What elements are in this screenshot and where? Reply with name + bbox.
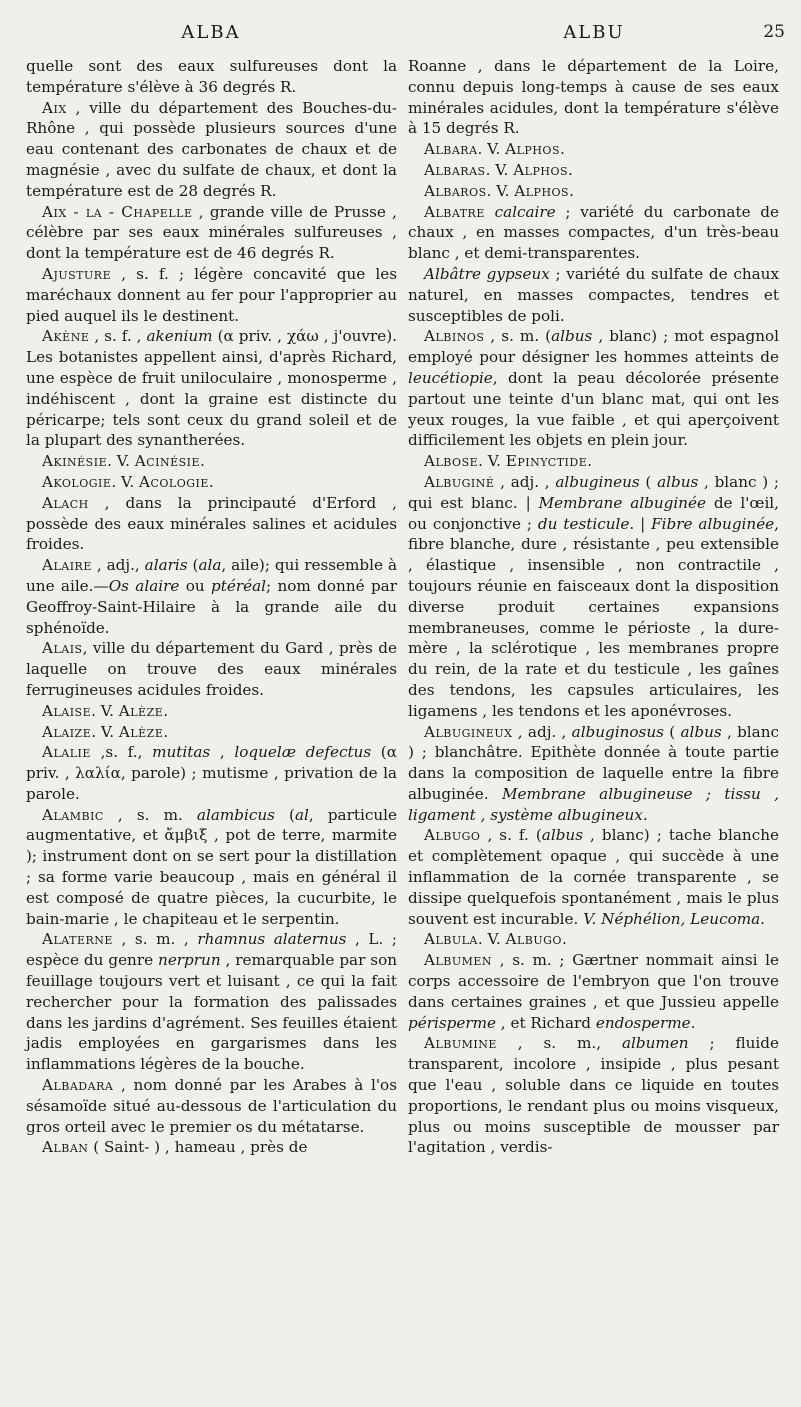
- headword: Aix: [42, 98, 67, 117]
- italic-term: endosperme: [595, 1013, 691, 1032]
- headword: Alaise: [42, 701, 92, 720]
- entry-text: [485, 203, 495, 221]
- headword: Akène: [42, 327, 90, 346]
- italic-term: Albâtre gypseux: [424, 264, 550, 283]
- dictionary-entry: [408, 472, 779, 722]
- dictionary-entry: [408, 1033, 779, 1158]
- cross-reference: Alphos: [505, 140, 560, 159]
- entry-text: . V.: [477, 140, 506, 159]
- italic-term: ala: [198, 556, 222, 575]
- running-head-left: ALBA: [181, 22, 241, 43]
- entry-text: quelle sont des eaux sulfureuses dont la température s'élève à 36 degrés R.: [26, 57, 397, 96]
- entry-text: . V.: [485, 160, 514, 179]
- italic-term: albus: [541, 826, 583, 845]
- entry-continuation: [26, 56, 397, 98]
- entry-text: , blanc ) ; qui est blanc. |: [408, 472, 779, 512]
- dictionary-entry: [408, 929, 779, 950]
- headword: Albumen: [424, 951, 493, 970]
- italic-term: périsperme: [408, 1013, 496, 1032]
- entry-text: (: [187, 556, 199, 575]
- italic-term: albus: [657, 472, 699, 491]
- headword: Aix - la - Chapelle: [42, 202, 193, 221]
- italic-term: akenium: [146, 327, 213, 346]
- entry-text: , remarquable par son feuillage toujours vert et luisant , ce qui la fait rechercher pour la formation des palissades dans les jardins d'agrément. Ses feuilles étaient jadis employées en gargarismes dans les inflammations légères de la bouche.: [26, 951, 398, 1074]
- italic-term: du testicule: [537, 514, 630, 533]
- headword: Alambic: [42, 805, 104, 824]
- headword: Alaterne: [42, 930, 113, 949]
- dictionary-entry: [408, 950, 779, 1033]
- dictionary-entry: [26, 326, 397, 451]
- entry-text: , blanc ) ; blanchâtre. Epithète donnée à toute partie dans la composition de laquelle entre la fibre albuginée.: [408, 722, 779, 803]
- dictionary-entry: [408, 181, 779, 202]
- entry-text: . V.: [111, 472, 140, 491]
- entry-text: , adj. ,: [512, 722, 572, 741]
- dictionary-entry: [26, 805, 397, 930]
- dictionary-entry: [26, 638, 397, 700]
- entry-text: , blanc) ; tache blanche et complètement opaque , qui succède à une inflammation de la cornée transparente , se dissipe quelquefois spontanément , mais le plus souvent est incurable.: [408, 826, 779, 928]
- italic-term: loquelæ defectus: [234, 743, 372, 762]
- italic-term: Membrane albugineuse ; tissu , ligament , système albugineux.: [408, 784, 779, 824]
- entry-text: , ville du département du Gard , près de laquelle on trouve des eaux minérales ferrugineuses acidules froides.: [26, 639, 397, 699]
- entry-text: .: [200, 452, 205, 471]
- dictionary-entry: [26, 451, 397, 472]
- entry-text: , L. ; espèce du genre: [26, 930, 398, 970]
- entry-text: . |: [629, 514, 652, 533]
- dictionary-entry: [408, 451, 779, 472]
- cross-reference: Acinésie: [134, 452, 201, 471]
- headword: Albaras: [424, 160, 486, 179]
- dictionary-entry: [408, 326, 779, 451]
- cross-reference: Albugo: [505, 930, 562, 949]
- headword: Alaire: [42, 556, 92, 575]
- running-head: [26, 22, 785, 56]
- headword: Alaize: [42, 722, 92, 741]
- entry-text: .: [568, 160, 573, 179]
- entry-text: ; variété du sulfate de chaux naturel, en masses compactes, tendres et susceptibles de poli.: [408, 264, 780, 325]
- entry-text: (: [274, 805, 295, 824]
- italic-term: ptéréal: [211, 576, 267, 595]
- dictionary-entry: [26, 202, 397, 264]
- dictionary-entry: [26, 98, 397, 202]
- dictionary-entry: [408, 825, 779, 929]
- dictionary-entry: [408, 264, 779, 326]
- italic-term: Os alaire: [108, 576, 180, 595]
- entry-text: . V.: [107, 452, 135, 471]
- cross-reference: Epinyctide: [505, 452, 588, 471]
- entry-text: , s. f. ,: [89, 327, 147, 346]
- headword: Albose: [424, 452, 479, 471]
- italic-term: alaris: [144, 556, 188, 575]
- entry-text: ou: [179, 576, 212, 595]
- dictionary-entry: [26, 264, 397, 326]
- entry-text: , particule augmentative, et ἄμβιξ , pot de terre, marmite ); instrument dont on se sert pour la distillation ; sa forme varie beaucoup , mais en général il est composé de quatre pièces, la cucurbite, le bain-marie , le chapiteau et le serpentin.: [26, 805, 397, 928]
- entry-text: , s. f. ; légère concavité que les maréchaux donnent au fer pour l'approprier au pied auquel ils le destinent.: [26, 264, 397, 325]
- cross-reference: Acologie: [139, 472, 209, 491]
- entry-text: , s. m.: [103, 805, 197, 824]
- headword: Albara: [424, 140, 478, 159]
- dictionary-entry: [26, 472, 397, 493]
- entry-text: . V.: [478, 452, 506, 471]
- entry-text: , dont la peau décolorée présente partout une teinte d'un blanc mat, qui ont les yeux rouges, la vue faible , et qui aperçoivent difficilement les objets en plein jour.: [408, 368, 779, 450]
- entry-text: , s. m. ,: [112, 930, 198, 949]
- italic-term: leucétiopie: [408, 368, 493, 387]
- entry-text: , s. m. (: [484, 327, 552, 346]
- dictionary-entry: [26, 722, 397, 743]
- entry-text: ; variété du carbonate de chaux , en masses compactes, d'un très-beau blanc , et demi-transparentes.: [408, 202, 779, 263]
- entry-text: , et Richard: [495, 1013, 596, 1032]
- headword: Albatre: [424, 202, 485, 221]
- italic-term: mutitas: [152, 743, 211, 762]
- entry-text: ; fluide transparent, incolore , insipide , plus pesant que l'eau , soluble dans ce liquide en toutes proportions, le rendant plus ou moins visqueux, plus ou moins susceptible de mousser par l'agitation , verdis-: [408, 1034, 779, 1157]
- entry-text: .: [561, 930, 567, 949]
- entry-text: , dans la principauté d'Erford , possède des eaux minérales salines et acidules froides.: [26, 493, 397, 554]
- headword: Albadara: [42, 1076, 114, 1095]
- italic-term: Fibre albuginée: [651, 514, 775, 533]
- entry-text: , s. m.,: [496, 1034, 622, 1053]
- entry-text: . V.: [91, 701, 119, 720]
- text-columns: [26, 56, 779, 1158]
- entry-text: ( Saint- ) , hameau , près de: [88, 1138, 308, 1157]
- cross-reference: Alphos: [514, 181, 570, 200]
- entry-text: .: [587, 452, 593, 471]
- italic-term: albumen: [622, 1034, 689, 1053]
- entry-text: , ville du département des Bouches-du-Rhône , qui possède plusieurs sources d'une eau contenant des carbonates de chaux et de magnésie , avec du sulfate de chaux, et dont la température est de 28 degrés R.: [26, 98, 397, 200]
- dictionary-entry: [26, 742, 397, 804]
- entry-text: , adj.,: [91, 556, 145, 575]
- italic-term: Membrane albuginée: [538, 493, 706, 512]
- running-head-right-word: ALBU: [563, 22, 625, 43]
- headword: Alach: [42, 493, 89, 512]
- italic-term: albus: [680, 722, 722, 741]
- dictionary-entry: [408, 160, 779, 181]
- headword: Albuginé: [424, 472, 495, 491]
- headword: Albugo: [424, 826, 481, 845]
- entry-continuation: [408, 56, 779, 139]
- entry-text: (α priv. , χάω , j'ouvre). Les botanistes appellent ainsi, d'après Richard, une espèce de fruit uniloculaire , monosperme , indéhiscent , dont la graine est distincte du péricarpe; tels sont ceux du grand soleil et de la plupart des synantherées.: [26, 327, 398, 450]
- entry-text: ,: [210, 743, 235, 762]
- headword: Albaros: [424, 181, 487, 200]
- entry-text: .: [569, 181, 574, 200]
- page-number: 25: [763, 22, 785, 42]
- entry-text: .: [163, 701, 169, 720]
- italic-term: alambicus: [196, 805, 275, 824]
- italic-term: nerprun: [158, 951, 221, 970]
- headword: Alais: [42, 639, 83, 658]
- dictionary-entry: [408, 139, 779, 160]
- running-head-right: [409, 22, 785, 43]
- dictionary-entry: [26, 1137, 397, 1158]
- entry-text: , blanc) ; mot espagnol employé pour désigner les hommes atteints de: [408, 327, 779, 367]
- cross-reference: Alphos: [513, 160, 569, 179]
- headword: Albinos: [424, 327, 485, 346]
- entry-text: , s. m. ; Gærtner nommait ainsi le corps accessoire de l'embryon que l'on trouve dans certaines graines , et que Jussieu appelle: [408, 951, 779, 1011]
- headword: Alban: [42, 1138, 89, 1157]
- dictionary-entry: [26, 493, 397, 555]
- dictionary-entry: [408, 202, 779, 264]
- entry-text: .: [690, 1013, 696, 1032]
- entry-text: . V.: [477, 930, 506, 949]
- headword: Ajusture: [42, 264, 112, 283]
- entry-text: . V.: [91, 722, 119, 741]
- left-column: [26, 56, 397, 1158]
- entry-text: Roanne , dans le département de la Loire, connu depuis long-temps à cause de ses eaux minérales acidules, dont la température s'élève à 15 degrés R.: [408, 57, 779, 138]
- cross-reference: Alèze: [118, 701, 164, 720]
- dictionary-entry: [26, 929, 397, 1075]
- italic-term: calcaire: [494, 202, 556, 221]
- right-column: [408, 56, 779, 1158]
- entry-text: . V.: [486, 181, 515, 200]
- entry-text: .: [559, 140, 565, 159]
- headword: Alalie: [42, 743, 91, 762]
- headword: Akinésie: [42, 452, 108, 471]
- italic-term: rhamnus alaternus: [197, 930, 347, 949]
- headword: Akologie: [42, 472, 112, 491]
- entry-text: , fibre blanche, dure , résistante , peu extensible , élastique , insensible , non contractile , toujours réunie en faisceaux dont la disposition diverse produit certaines expansions membraneuses, comme le périoste , la dure-mère , la sclérotique , les membranes propre du rein, de la rate et du testicule , les gaînes des tendons, les capsules articulaires, les ligamens , les tendons et les aponévroses.: [408, 514, 779, 720]
- entry-text: (: [663, 722, 681, 741]
- entry-text: de l'œil, ou conjonctive ;: [408, 493, 779, 533]
- headword: Albula: [424, 930, 478, 949]
- italic-term: albus: [551, 327, 593, 346]
- entry-text: ; nom donné par Geoffroy-Saint-Hilaire à la grande aile du sphénoïde.: [26, 576, 397, 637]
- entry-text: (: [639, 472, 658, 491]
- entry-text: , nom donné par les Arabes à l'os sésamoïde situé au-dessous de l'articulation du gros orteil avec le premier os du métatarse.: [26, 1076, 397, 1136]
- entry-text: , adj. ,: [494, 472, 556, 491]
- entry-text: .: [163, 722, 169, 741]
- dictionary-entry: [26, 701, 397, 722]
- entry-text: , grande ville de Prusse , célèbre par ses eaux minérales sulfureuses , dont la température est de 46 degrés R.: [26, 202, 397, 263]
- dictionary-entry: [26, 1075, 397, 1137]
- entry-text: ,s. f.,: [90, 743, 153, 762]
- entry-text: , aile); qui ressemble à une aile.—: [26, 556, 397, 595]
- italic-term: V. Néphélion, Leucoma.: [583, 909, 766, 928]
- italic-term: albugineus: [555, 472, 640, 491]
- italic-term: al: [294, 805, 309, 824]
- dictionary-entry: [26, 555, 397, 638]
- entry-text: , s. f. (: [480, 826, 542, 845]
- headword: Albugineux: [424, 722, 513, 741]
- entry-text: .: [208, 472, 214, 491]
- dictionary-entry: [408, 722, 779, 826]
- entry-text: (α priv. , λαλία, parole) ; mutisme , privation de la parole.: [26, 743, 397, 803]
- italic-term: albuginosus: [571, 722, 664, 741]
- headword: Albumine: [424, 1034, 497, 1053]
- cross-reference: Alèze: [118, 722, 164, 741]
